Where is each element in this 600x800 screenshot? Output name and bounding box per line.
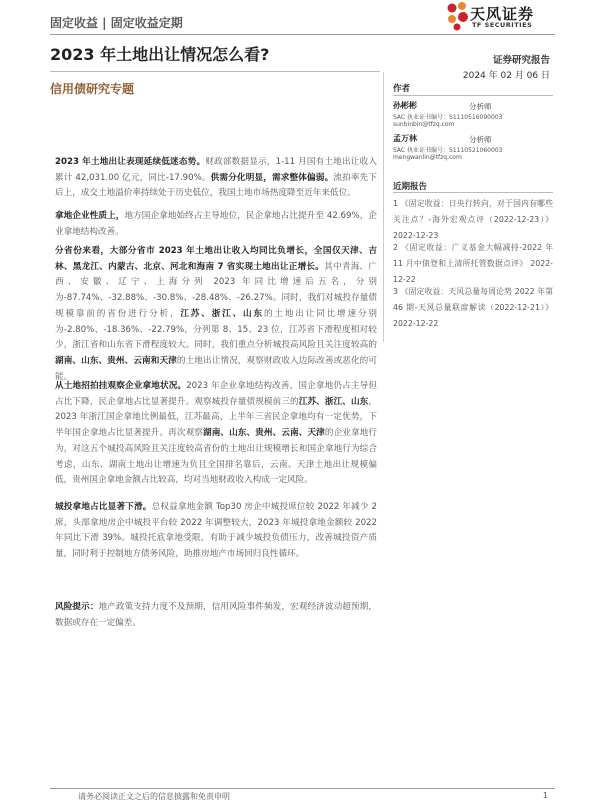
risk-warning — [55, 600, 377, 631]
recent-report-item[interactable]: 3 《固定收益：天风总量每周论势 2022 年第 46 期-天风总量联席解读（2022-12-21）》 2022-12-22 — [393, 287, 553, 328]
authors-divider — [393, 95, 553, 96]
paragraph-lead: 分省份来看，大部分省市 2023 年土地出让收入均同比负增长，全国仅天津、吉林、黑龙江、内蒙古、北京、河北和海南 7 省实现土地出让正增长。 — [55, 246, 377, 272]
paragraph-lead: 城投拿地占比显著下滑。 — [55, 502, 152, 512]
footer-divider — [50, 788, 555, 789]
recent-report-item[interactable]: 1 《固定收益：日央行转向，对于国内有哪些关注点？-海外宏观点评（2022-12-23）》 2022-12-23 — [393, 199, 553, 240]
paragraph-highlight: 湖南、山东、贵州、云南、天津 — [202, 428, 325, 439]
authors-heading: 作者 — [393, 84, 411, 94]
paragraph-lgfv — [55, 500, 377, 563]
paragraph-buyer-type — [55, 209, 377, 240]
paragraph-land-auction — [55, 379, 377, 489]
paragraph-text: 其中青海、广西、安徽、辽宁、上海分列 2023 年同比增速后五名，分别为-87.74%、-32.88%、-30.8%、-28.48%、-26.27%。同时，我们对城投存量债规模靠前的省份进行分析， — [55, 261, 377, 319]
logo-text-en: TF SECURITIES — [472, 21, 533, 29]
author-email[interactable]: mengwanlin@tfzq.com — [393, 154, 462, 161]
author-name: 孙彬彬 — [393, 101, 417, 110]
report-category: 固定收益 | 固定收益定期 — [50, 16, 183, 30]
column-divider — [383, 72, 384, 342]
paragraph-text: ，2023 年浙江国企拿地比例最低，江苏最高，上半年三省民企拿地均有一定优势，下半年国企拿地占比显著提升。再次观察 — [55, 396, 377, 439]
recent-report-item[interactable]: 2 《固定收益：广义基金大幅减持-2022 年 11 月中债登和上清所托管数据点评》 2022-12-22 — [393, 243, 553, 284]
author-role: 分析师 — [469, 135, 492, 144]
paragraph-text: 的企业拿地行为，对这五个城投高风险且关注度较高省份的土地出让规模增长和国企拿地行为综合考虑，山东、湖南土地出让增速为负且全国排名靠后，云南、天津土地出让规模偏低，贵州国企拿地金额占比较高，均对当地财政收入构成一定风险。 — [55, 428, 377, 486]
page-title: 2023 年土地出让情况怎么看? — [50, 45, 270, 64]
risk-text: 地产政策支持力度不及预期，信用风险事件频发，宏观经济波动超预期，数据或存在一定偏差。 — [55, 602, 377, 628]
paragraph-text: 总权益拿地金额 Top30 房企中城投席位较 2022 年减少 2 席，头部拿地房企中城投平台较 2022 年调整较大，2023 年城投拿地金额较 2022 年同比下滑 39%。城投托底拿地受限，有助于减少城投负债压力，改善城投资产质量，同时利于控制地方债务风险，助推房地产市场回归良性循环。 — [55, 502, 377, 560]
footer-disclaimer: 请务必阅读正文之后的信息披露和免责申明 — [78, 792, 230, 800]
paragraph-lead: 从土地招拍挂观察企业拿地状况。 — [55, 381, 187, 391]
header-divider — [50, 34, 555, 35]
paragraph-text: 财政部数据显示，1-11 月国有土地出让收入累计 42,031.00 亿元，同比-17.90%。 — [55, 157, 377, 183]
page-subtitle: 信用债研究专题 — [50, 82, 135, 96]
recent-reports-divider — [393, 192, 553, 193]
title-divider — [50, 71, 380, 72]
paragraph-lead: 2023 年土地出让表现延续低迷态势。 — [55, 157, 206, 167]
author-name: 孟万林 — [393, 134, 417, 143]
logo-text: 天风证券 — [470, 5, 535, 23]
paragraph-text: 2023 年企业拿地结构改善，国企拿地仍占主导但占比下降，民企拿地占比显著提升。观察城投存量债规模前三的 — [55, 381, 377, 407]
author-email[interactable]: sunbinbin@tfzq.com — [393, 121, 455, 128]
recent-reports-heading: 近期报告 — [393, 182, 428, 192]
paragraph-text: 的土地出让同比增速分别为-2.80%、-18.36%、-22.79%，分列第 8、15、23 位，江苏省下滑程度相对较少，浙江省和山东省下滑程度较大。同时，我们重点分析城投高风险且关注度较高的 — [55, 308, 377, 351]
paragraph-text: 地方国企拿地始终占主导地位，民企拿地占比提升至 42.69%，企业拿地结构改善。 — [55, 211, 377, 237]
paragraph-text: 的土地出让情况，观察财政收入边际改善或恶化的可能。 — [55, 355, 377, 382]
paragraph-highlight: 江苏、浙江、山东 — [180, 308, 264, 319]
paragraph-highlight: 供需分化明显，需求整体偏弱。 — [210, 172, 334, 183]
paragraph-highlight: 湖南、山东、贵州、云南和天津 — [55, 355, 177, 366]
page-number: 1 — [542, 791, 548, 800]
report-date: 2024 年 02 月 06 日 — [462, 71, 550, 81]
paragraph-highlight: 江苏、浙江、山东 — [298, 396, 369, 407]
author-license: SAC 执业证书编号：S1110516090003 — [393, 114, 503, 121]
author-license: SAC 执业证书编号：S1110521060003 — [393, 147, 503, 154]
paragraph-overview — [55, 155, 377, 202]
paragraph-text: 流拍率先下后上，成交土地溢价率持续处于历史低位，我国土地市场热度降至近年来低位。 — [55, 172, 377, 199]
report-type: 证券研究报告 — [492, 55, 550, 66]
paragraph-provinces — [55, 244, 377, 385]
risk-lead: 风险提示： — [55, 602, 99, 612]
author-role: 分析师 — [469, 102, 492, 111]
paragraph-lead: 拿地企业性质上， — [55, 211, 125, 221]
